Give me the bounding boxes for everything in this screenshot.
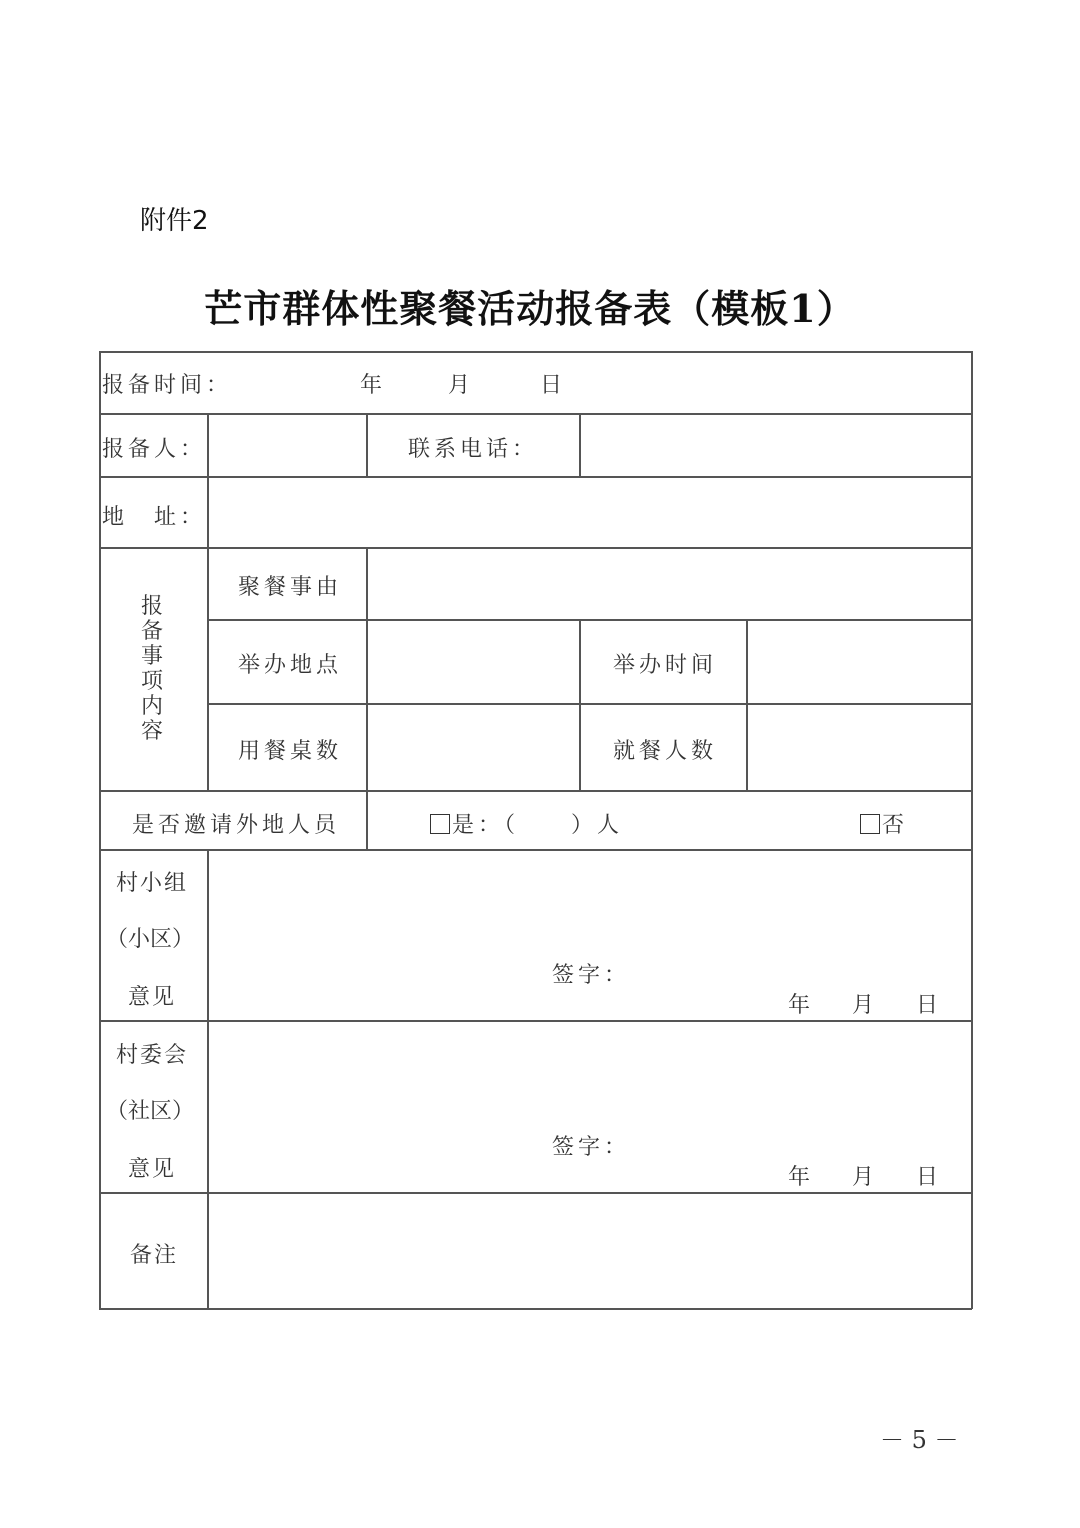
report-time-label: 报备时间：: [102, 373, 233, 398]
venue-label: 举办地点: [238, 653, 343, 678]
page-title: 芒市群体性聚餐活动报备表（模板1）: [204, 286, 856, 331]
checkbox-no[interactable]: [860, 814, 880, 834]
reason-field[interactable]: [368, 549, 970, 618]
checkbox-yes[interactable]: [430, 814, 450, 834]
group-opinion-label-3: 意见: [128, 985, 177, 1010]
tables-field[interactable]: [368, 705, 578, 789]
content-section-label: 报备事项内容: [140, 594, 163, 744]
address-label: 地 址：: [102, 505, 207, 530]
phone-label: 联系电话：: [408, 437, 539, 462]
committee-year-label: 年: [788, 1165, 815, 1190]
diners-label: 就餐人数: [613, 739, 718, 764]
committee-opinion-label-3: 意见: [128, 1157, 177, 1182]
page-number: － 5 －: [880, 1426, 959, 1454]
remarks-label: 备注: [130, 1243, 179, 1268]
diners-field[interactable]: [748, 705, 970, 789]
venue-field[interactable]: [368, 621, 578, 702]
reporter-label: 报备人：: [102, 437, 207, 462]
invite-no-option[interactable]: 否: [860, 808, 908, 839]
phone-field[interactable]: [581, 415, 970, 475]
group-opinion-label-2: （小区）: [106, 927, 195, 952]
tables-label: 用餐桌数: [238, 739, 343, 764]
report-month-label: 月: [448, 373, 475, 398]
remarks-field[interactable]: [209, 1194, 970, 1307]
group-month-label: 月: [852, 993, 879, 1018]
group-day-label: 日: [916, 993, 943, 1018]
committee-signature-label: 签字：: [552, 1135, 631, 1160]
event-time-field[interactable]: [748, 621, 970, 702]
invite-yes-option[interactable]: 是：（ ）人: [430, 808, 623, 839]
committee-day-label: 日: [916, 1165, 943, 1190]
event-time-label: 举办时间: [613, 653, 718, 678]
report-year-field[interactable]: [230, 353, 350, 411]
report-day-label: 日: [540, 373, 567, 398]
attachment-label: 附件2: [140, 206, 209, 236]
group-opinion-label-1: 村小组: [116, 871, 189, 896]
committee-month-label: 月: [852, 1165, 879, 1190]
group-signature-label: 签字：: [552, 963, 631, 988]
committee-opinion-label-1: 村委会: [116, 1043, 189, 1068]
address-field[interactable]: [209, 478, 970, 546]
reporter-field[interactable]: [209, 415, 365, 475]
reason-label: 聚餐事由: [238, 575, 343, 600]
group-year-label: 年: [788, 993, 815, 1018]
invite-label: 是否邀请外地人员: [132, 813, 341, 838]
report-year-label: 年: [360, 373, 387, 398]
committee-opinion-label-2: （社区）: [106, 1099, 195, 1124]
